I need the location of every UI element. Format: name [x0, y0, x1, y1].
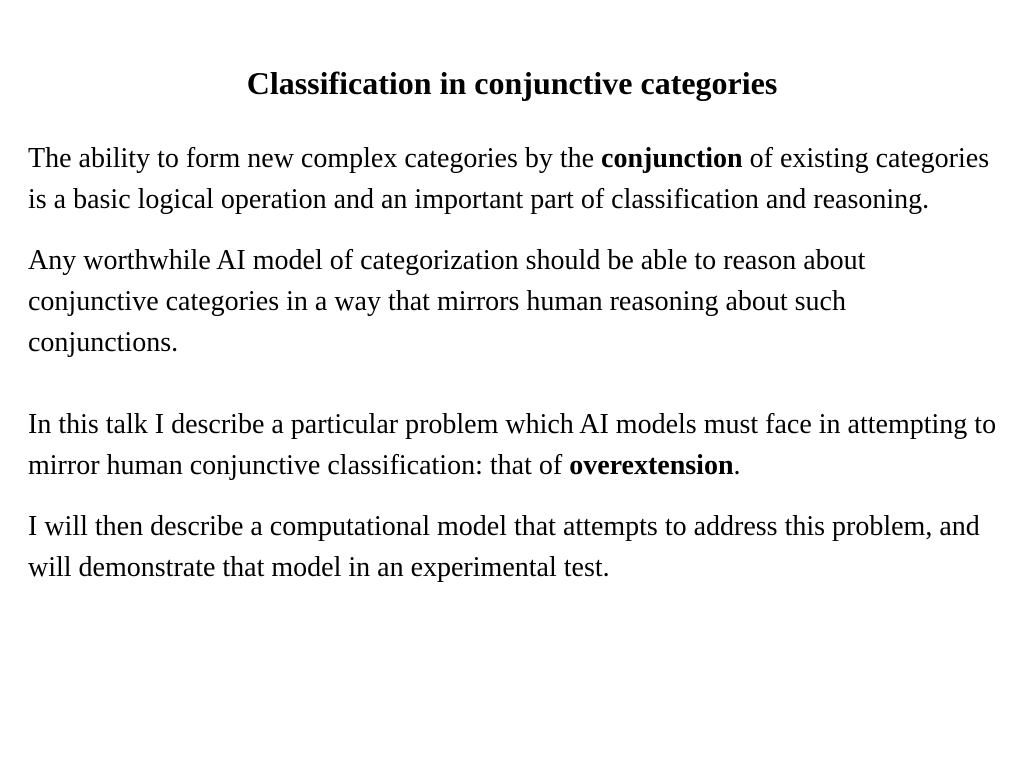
slide-title: Classification in conjunctive categories: [246, 65, 778, 101]
paragraph-overextension: [28, 404, 1003, 486]
paragraph-text: .: [733, 450, 741, 481]
paragraph-ai-model: Any worthwhile AI model of categorization should be able to reason about conjunctive categories in a way that mirrors human reasoning about such conjunctions.: [28, 245, 866, 358]
emphasis-overextension: overextension: [569, 450, 734, 481]
paragraph-text: of existing categories is a basic logical operation and an important part of classification and reasoning.: [28, 143, 990, 215]
paragraph-text: The ability to form new complex categories by the: [28, 143, 602, 174]
paragraph-conjunction: [28, 138, 1003, 220]
paragraph-computational-model: I will then describe a computational model that attempts to address this problem, and will demonstrate that model in an experimental test.: [28, 511, 980, 583]
paragraph-text: In this talk I describe a particular problem which AI models must face in attempting to mirror human conjunctive classification: that of: [28, 409, 997, 481]
emphasis-conjunction: conjunction: [601, 143, 743, 174]
slide-body: [28, 138, 1003, 608]
